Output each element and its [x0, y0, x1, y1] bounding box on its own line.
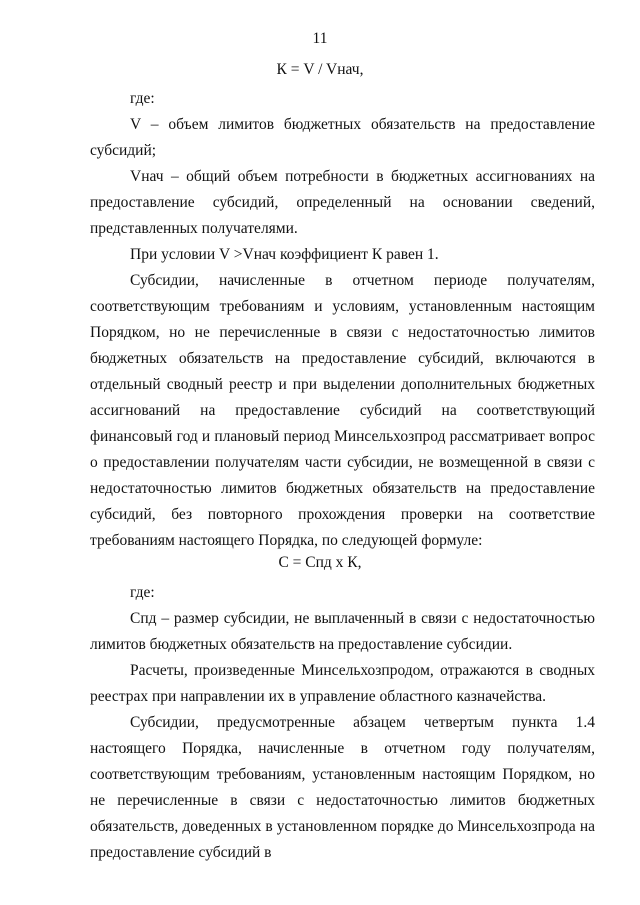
subsidies-paragraph: Субсидии, начисленные в отчетном периоде получателям, соответствующим требованиям и условиям, установленным настоящим Порядком, но не перечисленные в связи с недостаточностью лимитов бюджетных обязательств на предоставление субсидий, включаются в отдельный сводный реестр и при выделении дополнительных бюджетных ассигнований на предоставление субсидий на соответствующий финансовый год и плановый период Минсельхозпрод рассматривает вопрос о предоставлении получателям части субсидии, не возмещенной в связи с недостаточностью лимитов бюджетных обязательств на предоставление субсидий, без повторного прохождения проверки на соответствие требованиям настоящего Порядка, по следующей формуле: [90, 272, 595, 549]
formula-c: С = Спд х К, [278, 554, 362, 571]
condition-paragraph: При условии V >Vнач коэффициент К равен 1. [130, 246, 439, 263]
page-number: 11 [312, 30, 328, 47]
where-label-2: где: [130, 584, 155, 601]
where-label-1: где: [130, 90, 155, 107]
last-paragraph: Субсидии, предусмотренные абзацем четвертым пункта 1.4 настоящего Порядка, начисленные в отчетном году получателям, соответствующим требованиям, установленным настоящим Порядком, но не перечисленные в связи с недостаточностью лимитов бюджетных обязательств, доведенных в установленном порядке до Минсельхозпрода на предоставление субсидий в [90, 714, 595, 861]
calculations-paragraph: Расчеты, произведенные Минсельхозпродом, отражаются в сводных реестрах при направлении их в управление областного казначейства. [90, 662, 595, 705]
definition-spd: Спд – размер субсидии, не выплаченный в связи с недостаточностью лимитов бюджетных обязательств на предоставление субсидии. [90, 610, 595, 653]
definition-v: V – объем лимитов бюджетных обязательств на предоставление субсидий; [90, 116, 595, 159]
formula-k: К = V / Vнач, [276, 61, 364, 78]
definition-vnach: Vнач – общий объем потребности в бюджетных ассигнованиях на предоставление субсидий, определенный на основании сведений, представленных получателями. [90, 168, 595, 237]
